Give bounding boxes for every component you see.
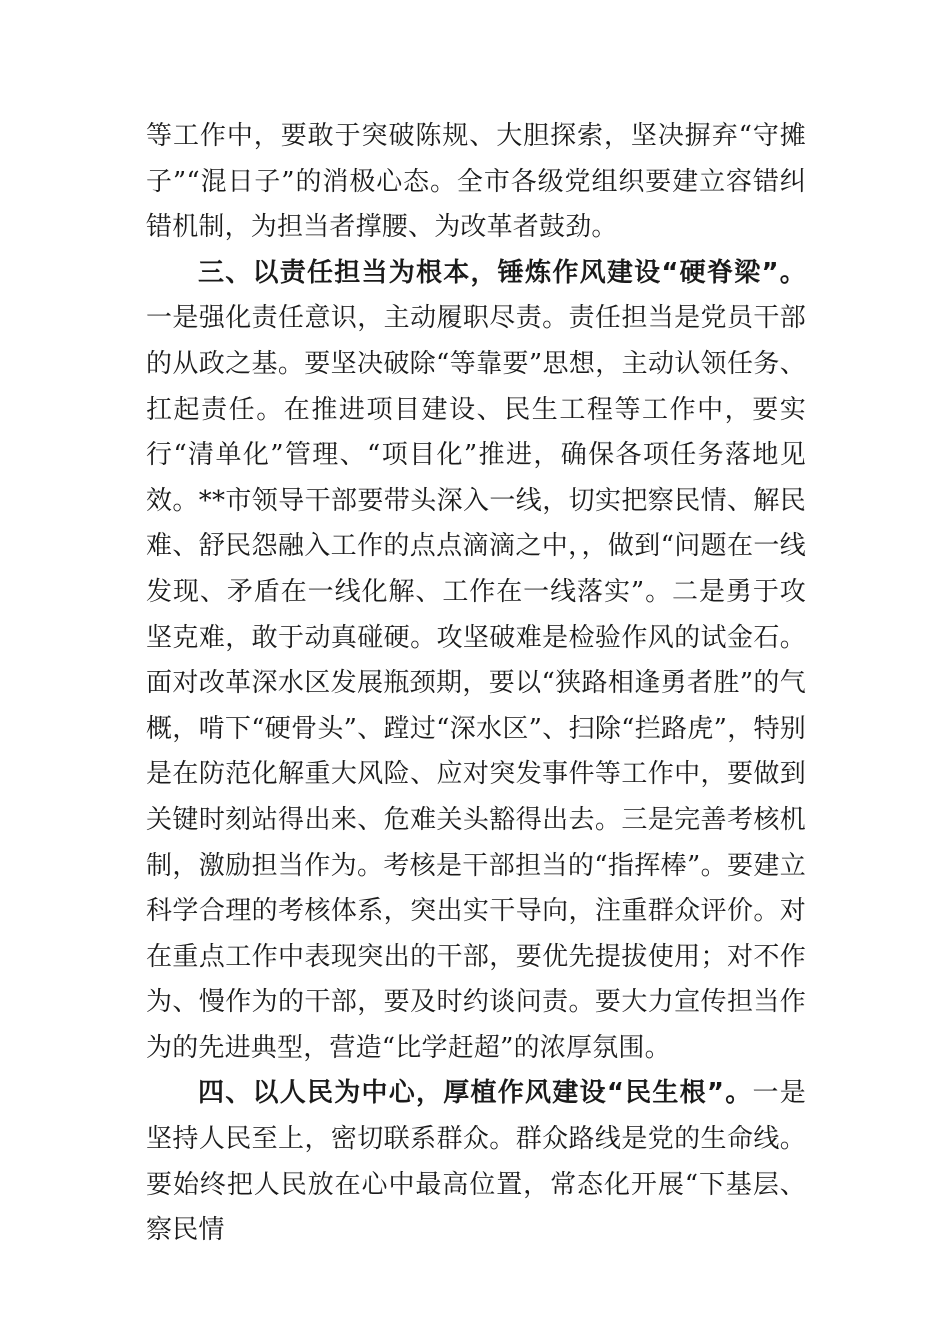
paragraph-text: 等工作中，要敢于突破陈规、大胆探索，坚决摒弃“守摊子”“混日子”的消极心态。全市各级党组织要建立容错纠错机制，为担当者撑腰、为改革者鼓劲。 (146, 121, 806, 243)
section-heading: 四、以人民为中心，厚植作风建设“民生根”。 (198, 1078, 753, 1109)
section-heading: 三、以责任担当为根本，锤炼作风建设“硬脊梁”。 (198, 257, 806, 288)
paragraph-text: 一是坚持人民至上，密切联系群众。群众路线是党的生命线。要始终把人民放在心中最高位置，常态化开展“下基层、察民情 (146, 1078, 806, 1246)
paragraph-text: 一是强化责任意识，主动履职尽责。责任担当是党员干部的从政之基。要坚决破除“等靠要”思想，主动认领任务、扛起责任。在推进项目建设、民生工程等工作中，要实行“清单化”管理、“项目化”推进，确保各项任务落地见效。**市领导干部要带头深入一线，切实把察民情、解民难、舒民怨融入工作的点点滴滴之中，，做到“问题在一线发现、矛盾在一线化解、工作在一线落实”。二是勇于攻坚克难，敢于动真碰硬。攻坚破难是检验作风的试金石。面对改革深水区发展瓶颈期，要以“狭路相逢勇者胜”的气概，啃下“硬骨头”、蹚过“深水区”、扫除“拦路虎”，特别是在防范化解重大风险、应对突发事件等工作中，要做到关键时刻站得出来、危难关头豁得出去。三是完善考核机制，激励担当作为。考核是干部担当的“指挥棒”。要建立科学合理的考核体系，突出实干导向，注重群众评价。对在重点工作中表现突出的干部，要优先提拔使用；对不作为、慢作为的干部，要及时约谈问责。要大力宣传担当作为的先进典型，营造“比学赶超”的浓厚氛围。 (146, 303, 806, 1063)
paragraph-section-four (146, 1071, 806, 1253)
paragraph-section-three (146, 251, 806, 1072)
document-body (146, 114, 806, 1254)
paragraph-continuation (146, 114, 806, 251)
